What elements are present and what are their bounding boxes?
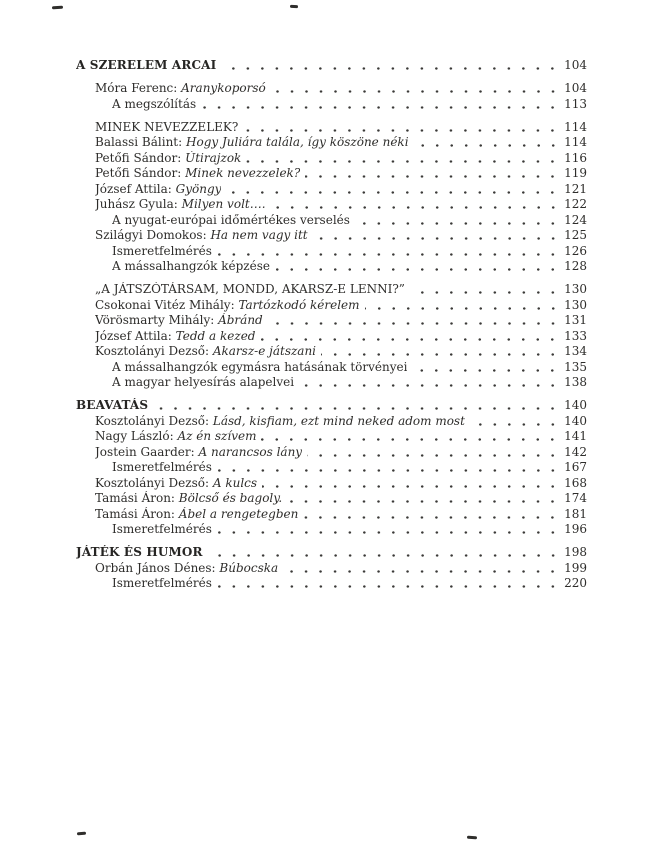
toc-entry xyxy=(76,213,587,229)
page-number: 138 xyxy=(564,375,587,389)
page-number: 114 xyxy=(564,119,587,134)
dots-leader xyxy=(355,213,561,229)
toc-entry xyxy=(76,545,587,561)
entry-title: Útirajzok xyxy=(185,150,242,165)
dots-leader xyxy=(246,151,561,167)
dots-leader xyxy=(303,507,561,523)
entry-label: Kosztolányi Dezső: Akarsz-e játszani xyxy=(95,344,317,358)
page-number: 121 xyxy=(564,181,587,196)
dots-leader xyxy=(226,182,561,198)
entry-label: Ismeretfelmérés xyxy=(112,460,212,474)
entry-label: Ismeretfelmérés xyxy=(112,243,212,258)
page-number: 133 xyxy=(564,328,587,343)
entry-title: Az én szívem xyxy=(177,429,257,443)
dots-leader xyxy=(307,445,561,461)
dots-leader xyxy=(414,135,561,151)
toc-entry xyxy=(76,460,587,476)
dots-leader xyxy=(283,561,561,577)
toc-entry xyxy=(76,329,587,345)
toc-entry xyxy=(76,228,587,244)
entry-title: Milyen volt…. xyxy=(181,197,266,211)
page-number: 130 xyxy=(564,297,587,312)
scan-mark-bottom-left xyxy=(77,832,86,836)
toc-entry xyxy=(76,360,587,376)
toc-entry xyxy=(76,445,587,461)
entry-label: A mássalhangzók képzése xyxy=(112,259,270,273)
table-of-contents xyxy=(76,58,587,592)
toc-entry xyxy=(76,576,587,592)
toc-entry xyxy=(76,491,587,507)
page-number: 135 xyxy=(564,359,587,374)
entry-label: A SZERELEM ARCAI xyxy=(76,58,217,72)
page-number: 113 xyxy=(564,96,587,111)
entry-label: József Attila: Gyöngy xyxy=(95,181,222,196)
dots-leader xyxy=(217,244,561,260)
entry-title: Gyöngy xyxy=(175,181,222,196)
dots-leader xyxy=(313,228,561,244)
page-number: 104 xyxy=(564,58,587,72)
entry-label: Petőfi Sándor: Útirajzok xyxy=(95,150,242,165)
entry-title: Bölcső és bagoly. xyxy=(178,491,283,505)
entry-label: A nyugat-európai időmértékes verselés xyxy=(112,212,350,227)
page-number: 125 xyxy=(564,228,587,242)
entry-title: A kulcs xyxy=(212,475,258,490)
page-number: 126 xyxy=(564,243,587,258)
scan-mark-bottom-middle xyxy=(467,836,477,840)
entry-label: Móra Ferenc: Aranykoporsó xyxy=(95,81,266,95)
toc-entry xyxy=(76,244,587,260)
dots-leader xyxy=(275,259,561,275)
entry-label: JÁTÉK ÉS HUMOR xyxy=(76,545,203,559)
entry-title: Búbocska xyxy=(219,560,279,575)
page-number: 128 xyxy=(564,259,587,273)
toc-entry xyxy=(76,166,587,182)
entry-label: Jostein Gaarder: A narancsos lány xyxy=(95,444,303,459)
page-number: 167 xyxy=(564,460,587,474)
toc-entry xyxy=(76,561,587,577)
toc-entry xyxy=(76,259,587,275)
toc-entry xyxy=(76,398,587,414)
dots-leader xyxy=(208,545,561,561)
dots-leader xyxy=(221,58,561,74)
entry-label: József Attila: Tedd a kezed xyxy=(95,328,256,343)
entry-title: Akarsz-e játszani xyxy=(212,344,317,358)
entry-label: Vörösmarty Mihály: Ábránd xyxy=(95,313,263,327)
page-number: 199 xyxy=(564,560,587,575)
toc-entry xyxy=(76,344,587,360)
dots-leader xyxy=(262,476,561,492)
page-number: 168 xyxy=(564,475,587,490)
toc-entry xyxy=(76,507,587,523)
page-number: 124 xyxy=(564,212,587,227)
toc-entry xyxy=(76,151,587,167)
entry-title: A narancsos lány xyxy=(198,444,303,459)
entry-title: Tartózkodó kérelem xyxy=(238,297,360,312)
page-number: 196 xyxy=(564,522,587,536)
entry-label: Nagy László: Az én szívem xyxy=(95,429,257,443)
toc-entry xyxy=(76,313,587,329)
page-number: 174 xyxy=(564,491,587,505)
scan-mark-top-left xyxy=(52,6,63,10)
entry-label: A magyar helyesírás alapelvei xyxy=(112,375,295,389)
entry-label: Csokonai Vitéz Mihály: Tartózkodó kérelem xyxy=(95,297,360,312)
page-number: 114 xyxy=(564,135,587,149)
dots-leader xyxy=(365,298,561,314)
entry-label: Kosztolányi Dezső: Lásd, kisfiam, ezt mind neked adom most xyxy=(95,413,465,428)
entry-label: Orbán János Dénes: Búbocska xyxy=(95,560,279,575)
entry-title: Lásd, kisfiam, ezt mind neked adom most xyxy=(212,413,465,428)
toc-entry xyxy=(76,375,587,391)
entry-title: Minek nevezzelek? xyxy=(185,166,301,180)
dots-leader xyxy=(153,398,561,414)
toc-entry xyxy=(76,81,587,97)
entry-label: Kosztolányi Dezső: A kulcs xyxy=(95,475,258,490)
toc-entry xyxy=(76,522,587,538)
page-number: 198 xyxy=(564,545,587,559)
dots-leader xyxy=(217,460,561,476)
toc-entry xyxy=(76,97,587,113)
dots-leader xyxy=(410,282,561,298)
page-number: 116 xyxy=(564,150,587,165)
entry-title: Ábel a rengetegben xyxy=(178,506,299,521)
entry-title: Ha nem vagy itt xyxy=(210,228,308,242)
entry-title: Aranykoporsó xyxy=(181,81,266,95)
page-number: 220 xyxy=(564,576,587,590)
toc-entry xyxy=(76,298,587,314)
toc-entry xyxy=(76,282,587,298)
entry-label: BEAVATÁS xyxy=(76,398,149,412)
toc-entry xyxy=(76,135,587,151)
dots-leader xyxy=(470,414,561,430)
dots-leader xyxy=(271,81,561,97)
entry-title: Ábránd xyxy=(218,313,263,327)
toc-entry xyxy=(76,197,587,213)
dots-leader xyxy=(268,313,561,329)
entry-label: „A JÁTSZÓTÁRSAM, MONDD, AKARSZ-E LENNI?” xyxy=(95,282,405,296)
entry-label: Szilágyi Domokos: Ha nem vagy itt xyxy=(95,228,308,242)
scan-mark-top-middle xyxy=(290,5,298,8)
page-number: 134 xyxy=(564,344,587,358)
dots-leader xyxy=(412,360,561,376)
page-number: 130 xyxy=(564,282,587,296)
toc-entry xyxy=(76,182,587,198)
entry-label: Tamási Áron: Ábel a rengetegben xyxy=(95,506,299,521)
dots-leader xyxy=(217,522,561,538)
page-number: 122 xyxy=(564,197,587,211)
entry-label: Ismeretfelmérés xyxy=(112,576,212,590)
page-number: 131 xyxy=(564,313,587,327)
entry-title: Tedd a kezed xyxy=(175,328,256,343)
dots-leader xyxy=(243,120,561,136)
dots-leader xyxy=(287,491,561,507)
entry-title: Hogy Juliára talála, így köszöne néki xyxy=(186,135,409,149)
entry-label: MINEK NEVEZZELEK? xyxy=(95,119,239,134)
dots-leader xyxy=(321,344,561,360)
dots-leader xyxy=(260,329,561,345)
entry-label: Petőfi Sándor: Minek nevezzelek? xyxy=(95,166,301,180)
page-number: 119 xyxy=(564,166,587,180)
dots-leader xyxy=(305,166,561,182)
dots-leader xyxy=(217,576,561,592)
dots-leader xyxy=(201,97,561,113)
page-number: 142 xyxy=(564,444,587,459)
dots-leader xyxy=(299,375,561,391)
dots-leader xyxy=(261,429,561,445)
toc-entry xyxy=(76,58,587,74)
dots-leader xyxy=(271,197,561,213)
page-number: 141 xyxy=(564,429,587,443)
entry-label: Ismeretfelmérés xyxy=(112,522,212,536)
entry-label: A megszólítás xyxy=(112,96,197,111)
toc-entry xyxy=(76,120,587,136)
entry-label: Tamási Áron: Bölcső és bagoly. xyxy=(95,491,283,505)
page-number: 140 xyxy=(564,413,587,428)
toc-entry xyxy=(76,476,587,492)
entry-label: A mássalhangzók egymásra hatásának törvényei xyxy=(112,359,408,374)
entry-label: Juhász Gyula: Milyen volt…. xyxy=(95,197,266,211)
toc-entry xyxy=(76,429,587,445)
page-number: 140 xyxy=(564,398,587,412)
entry-label: Balassi Bálint: Hogy Juliára talála, így köszöne néki xyxy=(95,135,409,149)
page-number: 181 xyxy=(564,506,587,521)
toc-entry xyxy=(76,414,587,430)
page-number: 104 xyxy=(564,81,587,95)
